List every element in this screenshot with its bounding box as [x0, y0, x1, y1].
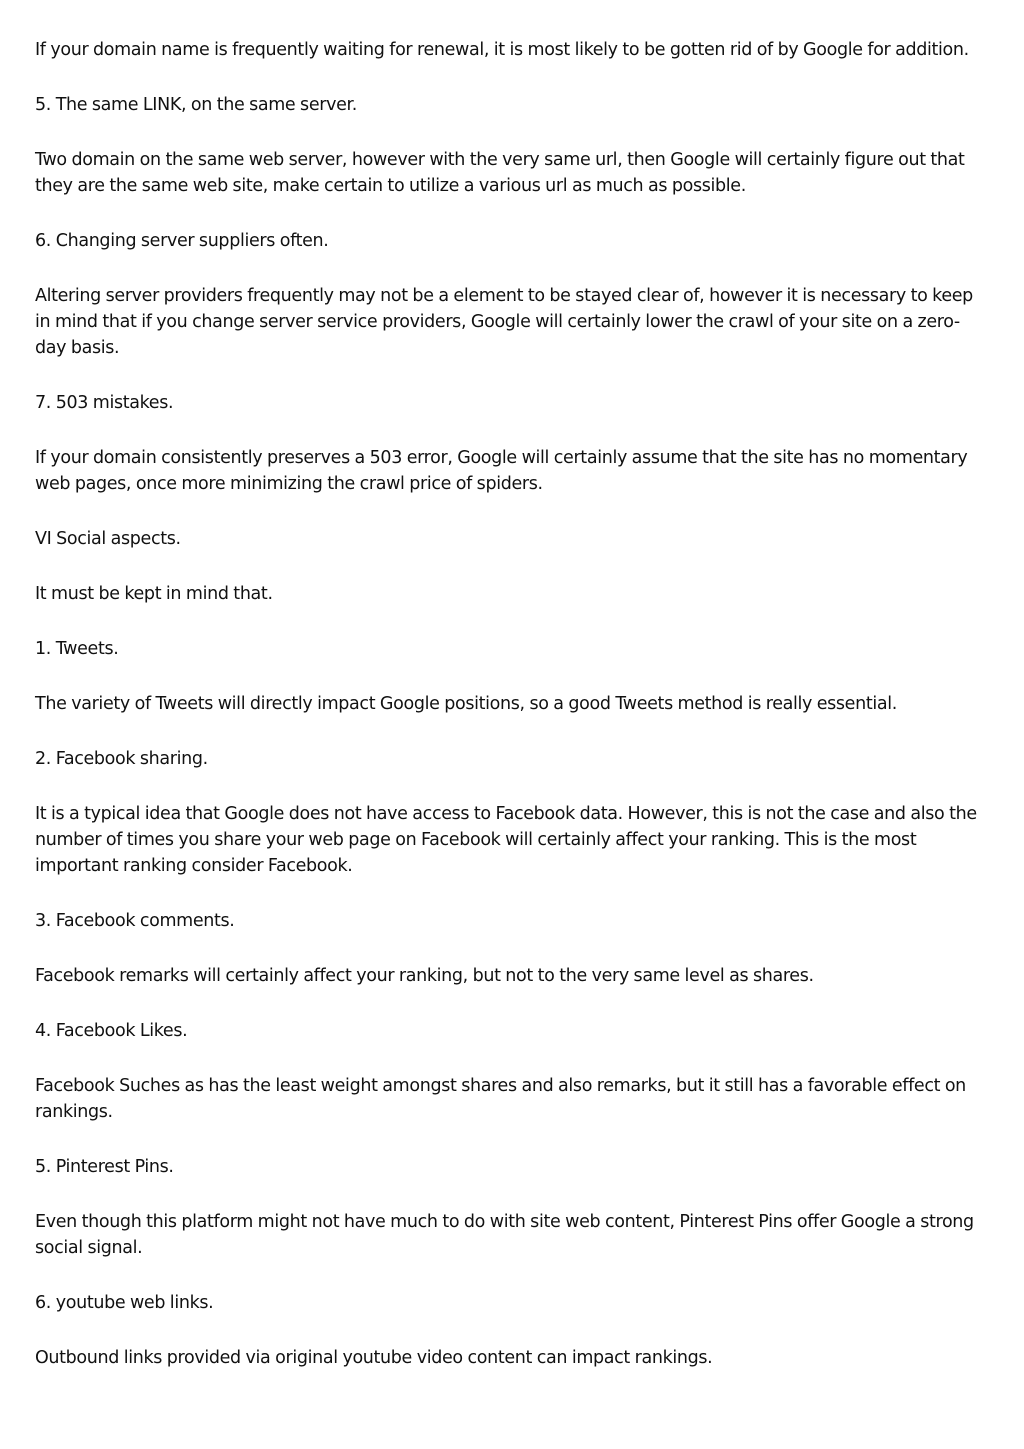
paragraph-facebook-sharing: It is a typical idea that Google does not have access to Facebook data. However, this is not the case and also the number of times you share your web page on Facebook will certainly affect your ranking. This is the most important ranking consider Facebook.: [35, 804, 977, 876]
paragraph-renewal: If your domain name is frequently waiting for renewal, it is most likely to be gotten rid of by Google for addition.: [35, 40, 969, 60]
paragraph-503-mistakes: If your domain consistently preserves a 503 error, Google will certainly assume that the site has no momentary web pages, once more minimizing the crawl price of spiders.: [35, 448, 968, 494]
heading-tweets: 1. Tweets.: [35, 639, 119, 659]
paragraph-facebook-comments: Facebook remarks will certainly affect your ranking, but not to the very same level as shares.: [35, 966, 814, 986]
paragraph-changing-server: Altering server providers frequently may not be a element to be stayed clear of, however it is necessary to keep in mind that if you change server service providers, Google will certainly lower the crawl of your site on a zero-day basis.: [35, 286, 973, 358]
heading-pinterest-pins: 5. Pinterest Pins.: [35, 1157, 174, 1177]
paragraph-kept-in-mind: It must be kept in mind that.: [35, 584, 273, 604]
heading-facebook-likes: 4. Facebook Likes.: [35, 1021, 188, 1041]
document-page: [35, 37, 990, 1400]
heading-social-aspects: VI Social aspects.: [35, 529, 181, 549]
paragraph-youtube-links: Outbound links provided via original youtube video content can impact rankings.: [35, 1348, 713, 1368]
paragraph-facebook-likes: Facebook Suches as has the least weight amongst shares and also remarks, but it still has a favorable effect on rankings.: [35, 1076, 966, 1122]
paragraph-same-link: Two domain on the same web server, however with the very same url, then Google will certainly figure out that they are the same web site, make certain to utilize a various url as much as possible.: [35, 150, 965, 196]
heading-503-mistakes: 7. 503 mistakes.: [35, 393, 174, 413]
heading-youtube-links: 6. youtube web links.: [35, 1293, 214, 1313]
paragraph-pinterest-pins: Even though this platform might not have much to do with site web content, Pinterest Pins offer Google a strong social signal.: [35, 1212, 974, 1258]
paragraph-tweets: The variety of Tweets will directly impact Google positions, so a good Tweets method is really essential.: [35, 694, 897, 714]
heading-changing-server: 6. Changing server suppliers often.: [35, 231, 329, 251]
heading-facebook-sharing: 2. Facebook sharing.: [35, 749, 208, 769]
heading-same-link: 5. The same LINK, on the same server.: [35, 95, 357, 115]
heading-facebook-comments: 3. Facebook comments.: [35, 911, 235, 931]
